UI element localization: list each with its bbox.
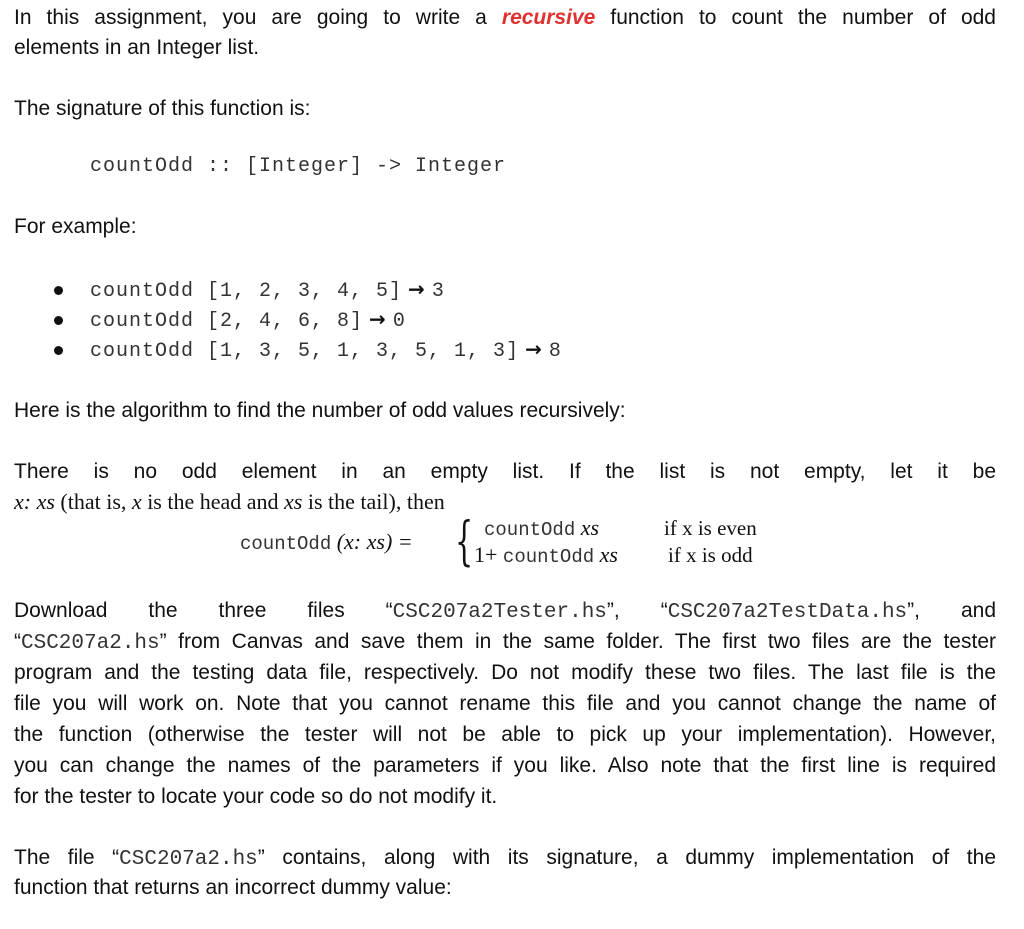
math-var: x: [131, 489, 142, 514]
intro-line-1: [14, 3, 996, 33]
math-text: is the head and: [141, 489, 285, 514]
download-line-6: you can change the names of the parameters if you like. Also note that the first line is required: [14, 754, 996, 777]
download-line-2: [14, 627, 996, 659]
intro-text: In this assignment, you are going to write a: [14, 6, 502, 29]
filename: CSC207a2.hs: [21, 632, 160, 655]
example-result: 8: [548, 340, 562, 363]
filename: CSC207a2Tester.hs: [392, 601, 607, 624]
final-line-2: function that returns an incorrect dummy value:: [14, 876, 452, 899]
formula-fn: countOdd: [484, 519, 576, 541]
download-text: ” from Canvas and save them in the same folder. The first two files are the tester: [159, 630, 996, 653]
arrow-right-icon: →: [408, 277, 426, 301]
example-call: countOdd [1, 3, 5, 1, 3, 5, 1, 3]: [90, 340, 520, 363]
final-line-1: [14, 843, 996, 875]
formula-arg: (x: xs) =: [331, 529, 413, 554]
formula-case-1: [484, 515, 599, 543]
bullet-icon: [54, 346, 63, 355]
algorithm-intro: Here is the algorithm to find the number of odd values recursively:: [14, 399, 626, 422]
arrow-right-icon: →: [369, 307, 387, 331]
example-item: [90, 274, 445, 307]
formula-fn: countOdd: [502, 546, 595, 568]
signature-intro: The signature of this function is:: [14, 97, 311, 120]
formula-var: xs: [575, 515, 600, 540]
formula-text: 1+: [474, 542, 503, 567]
download-line-7: for the tester to locate your code so do not modify it.: [14, 785, 498, 808]
math-text: (that is,: [54, 489, 132, 514]
math-var: xs: [284, 489, 303, 514]
example-result: 3: [431, 280, 445, 303]
download-text: Download the three files “: [14, 599, 393, 622]
formula-var: xs: [594, 542, 618, 567]
example-intro: For example:: [14, 215, 137, 238]
algorithm-line-2: [14, 487, 996, 517]
arrow-right-icon: →: [525, 337, 543, 361]
formula-cond-2: if x is odd: [668, 543, 753, 567]
formula-cond-1: if x is even: [664, 516, 757, 540]
final-text: The file “: [14, 846, 120, 869]
algorithm-line-1: There is no odd element in an empty list. If the list is not empty, let it be: [14, 460, 996, 483]
download-line-3: program and the testing data file, respectively. Do not modify these two files. The last file is the: [14, 661, 996, 684]
math-text: is the tail), then: [302, 489, 445, 514]
recursive-keyword: recursive: [501, 6, 596, 29]
filename: CSC207a2TestData.hs: [667, 601, 908, 624]
example-result: 0: [392, 310, 406, 333]
formula-case-2: [474, 542, 618, 570]
math-var: x: xs: [14, 489, 55, 514]
formula-lhs: [240, 528, 413, 558]
intro-line-2: elements in an Integer list.: [14, 36, 260, 59]
bullet-icon: [54, 286, 63, 295]
final-text: ” contains, along with its signature, a dummy implementation of the: [257, 846, 996, 869]
signature-code: countOdd :: [Integer] -> Integer: [90, 155, 507, 178]
example-call: countOdd [2, 4, 6, 8]: [90, 310, 364, 333]
intro-text: function to count the number of odd: [595, 6, 996, 29]
download-text: “: [14, 630, 21, 653]
download-line-1: [14, 596, 996, 628]
left-brace-icon: {: [455, 512, 474, 572]
example-item: [90, 334, 562, 367]
bullet-icon: [54, 316, 63, 325]
download-line-5: the function (otherwise the tester will not be able to pick up your implementation). However,: [14, 723, 996, 746]
example-call: countOdd [1, 2, 3, 4, 5]: [90, 280, 403, 303]
download-text: ”, and: [907, 599, 997, 622]
filename: CSC207a2.hs: [119, 848, 258, 871]
formula-fn: countOdd: [240, 533, 332, 555]
download-line-4: file you will work on. Note that you cannot rename this file and you cannot change the name of: [14, 692, 996, 715]
example-item: [90, 304, 406, 337]
download-text: ”, “: [606, 599, 668, 622]
